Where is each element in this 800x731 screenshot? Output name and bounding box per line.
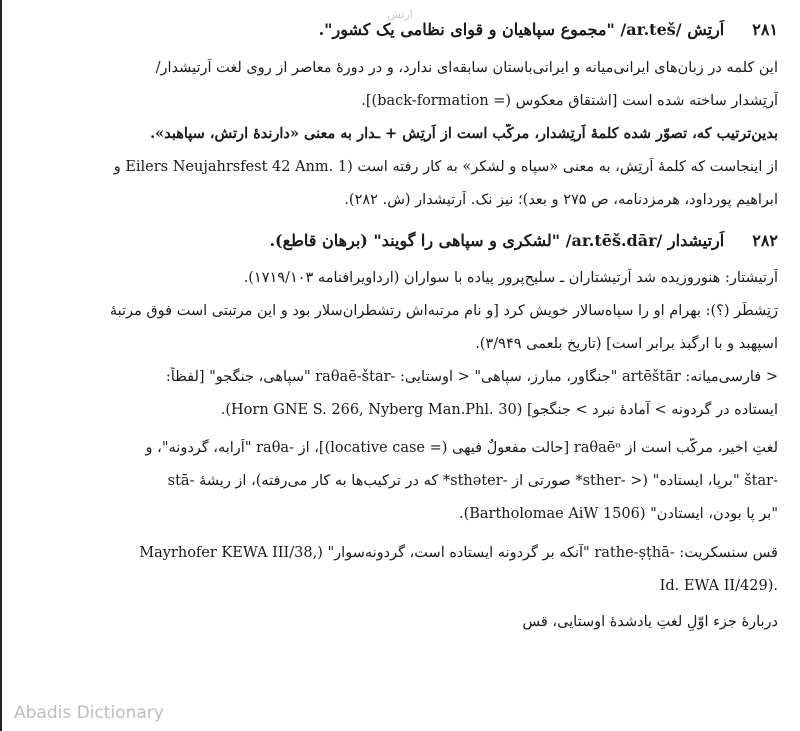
entry-282-definition: /ar.tēš.dār/ "لشکری و سپاهی را گویند" (برهان قاطع). [269,231,663,250]
entry-282-text-line: < فارسی‌میانه: artēštār "جنگاور، مبارز، سپاهی" < اوستایی: -raθaē-štar "سپاهی، جنگجو" [لفظاً: [165,369,778,385]
top-watermark: ارتش [387,8,413,21]
entry-282-text-line: رَتِشطَر (؟): بهرام او را سپاه‌سالار خویش کرد [و نام مرتبه‌اش رتشطران‌سلار بود و این مرتبتی است فوق مرتبهٔ [109,303,778,319]
entry-282-text-line: اسپهبد و با ارگبذ برابر است] (تاریخ بلعمی ۳/۹۴۹). [475,336,778,352]
page-left-border [0,0,2,731]
entry-282-text-line: .(Id. EWA II/429 [659,578,778,594]
entry-281-definition: /ar.teš/ "مجموعِ سپاهیان و قوای نظامی یک کشور". [318,20,682,39]
entry-282-text-line: ایستاده در گردونه > آمادهٔ نبرد > جنگجو] (Horn GNE S. 266, Nyberg Man.Phl. 30). [220,402,778,418]
entry-281-text-line: از اینجاست که کلمهٔ اَرتِش، به معنی «سپاه و لشکر» به کار رفته است (Eilers Neujahrsfest 42 Anm. 1 و [113,159,778,175]
entry-281-number: ۲۸۱ [752,20,778,39]
site-watermark: Abadis Dictionary [14,703,164,723]
entry-281-text-line: ابراهیم پورداود، هرمزدنامه، ص ۲۷۵ و بعد)؛ نیز نک. اَرتیشدار (ش. ۲۸۲). [344,192,778,208]
dictionary-page [20,0,778,731]
entry-282-headword: اَرتیشدار [667,231,725,250]
entry-281-text-line: این کلمه در زبان‌های ایرانی‌میانه و ایرانی‌باستان سابقه‌ای ندارد، و در دورهٔ معاصر از روی لغت اَرتیشدار/ [155,60,778,76]
entry-282-text-line: "بر پا بودن، ایستادن" (Bartholomae AiW 1506). [458,506,778,522]
entry-282-heading [20,231,778,251]
entry-282-text-line: دربارهٔ جزء اوّلِ لغتِ یادشدهٔ اوستایی، قس [522,614,778,630]
entry-282-number: ۲۸۲ [752,231,778,250]
entry-282-text-line: -štar "برپا، ایستاده" (< -sther* صورتی از -sthəter* که در ترکیب‌ها به کار می‌رفته)، از ریشهٔ -stā [167,473,778,489]
entry-281-text-line: اَرتِشدار ساخته شده است [اشتقاق معکوس (= back-formation)]. [361,93,778,109]
entry-282-text-line: قس سنسکریت: -rathe-ṣṭhā "آنکه بر گردونه ایستاده است، گردونه‌سوار" (,Mayrhofer KEWA III/38 [139,545,778,561]
entry-282-text-line: لغتِ اخیر، مرکّب است از raθaēᵒ [حالت مفعولٌ فیهی (= locative case)]، از -raθa "اَرابه، گردونه"، و [145,440,778,456]
entry-281-text-line: بدین‌ترتیب که، تصوّر شده کلمهٔ اَرتِشدار، مرکّب است از اَرتِش + ـدار به معنی «دارندهٔ ارتش، سپاهبد». [150,125,778,142]
entry-281-headword: اَرتِش [687,20,725,39]
entry-282-text-line: اَرتیشتار: هنوروزیده شد اَرتیشتاران ـ سلیح‌پرور پیاده با سواران (ارداویرافنامه ۱۷۱۹/۱۰۳). [243,270,778,286]
entry-281-heading [20,20,778,40]
